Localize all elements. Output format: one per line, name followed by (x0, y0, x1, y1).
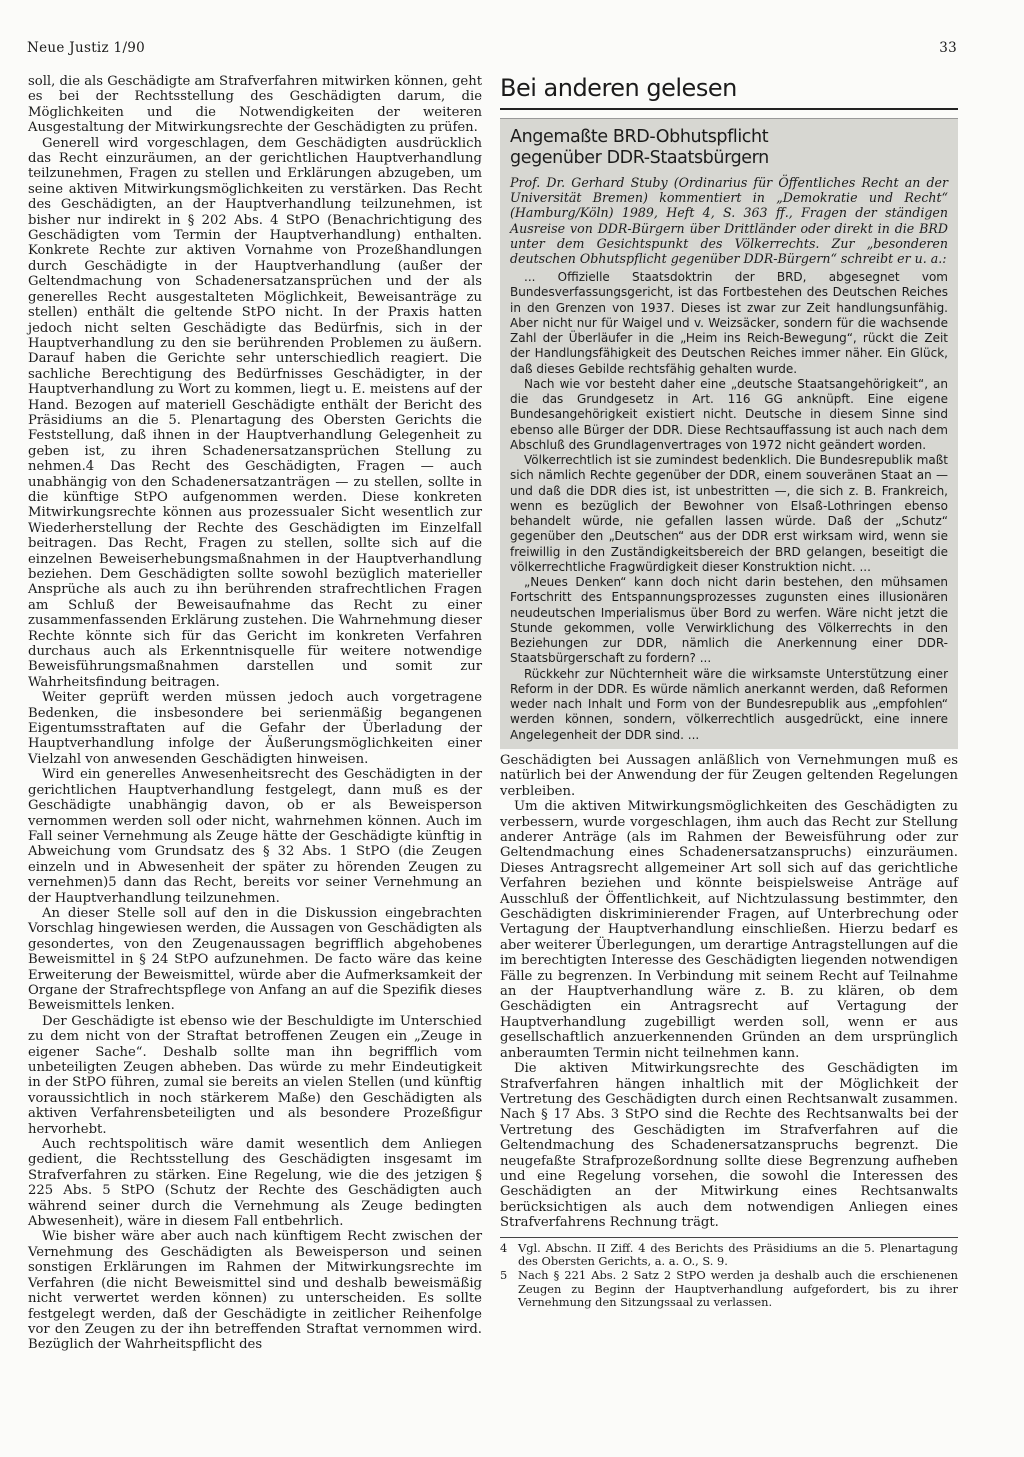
footnotes (500, 1237, 958, 1310)
journal-name: Neue Justiz 1/90 (27, 40, 146, 56)
box-title-line: Angemaßte BRD-Obhutspflicht (510, 127, 769, 147)
page-header (27, 40, 957, 62)
footnote-text: Vgl. Abschn. II Ziff. 4 des Berichts des Präsidiums an die 5. Plenartagung des Obersten Gerichts, a. a. O., S. 9. (518, 1240, 958, 1268)
box-intro: Prof. Dr. Gerhard Stuby (Ordinarius für Öffentliches Recht an der Universität Bremen) kommentiert in „Demokratie und Recht“ (Hamburg/Köln) 1989, Heft 4, S. 363 ff., Fragen der ständigen Ausreise von DDR-Bürgern über Drittländer oder direkt in die BRD unter dem Gesichtspunkt des Völkerrechts. Zur „besonderen deutschen Obhutspflicht gegenüber DDR-Bürgern“ schreibt er u. a.: (510, 175, 948, 267)
left-paragraph: Wird ein generelles Anwesenheitsrecht des Geschädigten in der gerichtlichen Hauptverhandlung festgelegt, dann muß es der Geschädigte unabhängig davon, ob er als Beweisperson vernommen werden soll oder nicht, wahrnehmen können. Auch im Fall seiner Vernehmung als Zeuge hätte der Geschädigte künftig in Abweichung vom Grundsatz des § 32 Abs. 1 StPO (die Zeugen einzeln und in Abwesenheit der später zu hörenden Zeugen zu vernehmen)5 dann das Recht, bereits vor seiner Vernehmung an der Hauptverhandlung teilzunehmen. (28, 767, 482, 906)
right-column (500, 74, 958, 1311)
left-paragraph: Weiter geprüft werden müssen jedoch auch vorgetragene Bedenken, die insbesondere bei serienmäßig begangenen Eigentumsstraftaten auf die Gefahr der Überladung der Hauptverhandlung infolge der Äußerungsmöglichkeiten einer Vielzahl von anwesenden Geschädigten hinweisen. (28, 690, 482, 767)
right-paragraph: Um die aktiven Mitwirkungsmöglichkeiten des Geschädigten zu verbessern, wurde vorgeschlagen, ihm auch das Recht zur Stellung anderer Anträge (als im Rahmen der Beweisführung oder zur Geltendmachung eines Schadenersatzanspruchs) einzuräumen. Dieses Antragsrecht allgemeiner Art soll sich auf das gerichtliche Verfahren beziehen und könnte beispielsweise Anträge auf Ausschluß der Öffentlichkeit, auf Nichtzulassung bestimmter, den Geschädigten diskriminierender Fragen, auf Unterbrechung oder Vertagung der Hauptverhandlung einschließen. Hierzu bedarf es aber weiterer Überlegungen, um derartige Antragstellungen auf die im berechtigten Interesse des Geschädigten liegenden notwendigen Fälle zu begrenzen. In Verbindung mit seinem Recht auf Teilnahme an der Hauptverhandlung wäre z. B. zu klären, ob dem Geschädigten ein Antragsrecht auf Vertagung der Hauptverhandlung zugebilligt werden soll, wenn er aus gesellschaftlich anzuerkennenden Gründen an dem ursprünglich anberaumten Termin nicht teilnehmen kann. (500, 799, 958, 1061)
quote-paragraph: Nach wie vor besteht daher eine „deutsche Staatsangehörigkeit“, an die das Grundgesetz in Art. 116 GG anknüpft. Eine eigene Bundesangehörigkeit existiert nicht. Deutsche in diesem Sinne sind ebenso alle Bürger der DDR. Diese Rechtsauffassung ist auch nach dem Abschluß des Grundlagenvertrages von 1972 nicht geändert worden. (510, 376, 948, 452)
left-paragraph: Wie bisher wäre aber auch nach künftigem Recht zwischen der Vernehmung des Geschädigten als Beweisperson und seinen sonstigen Erklärungen im Rahmen der Mitwirkungsrechte im Verfahren (die nicht Beweismittel sind und deshalb beweismäßig nicht verwertet werden können) zu unterscheiden. Es sollte festgelegt werden, daß der Geschädigte in zeitlicher Reihenfolge vor den Zeugen zu der ihn betreffenden Straftat vernommen wird. Bezüglich der Wahrheitspflicht des (28, 1229, 482, 1353)
footnote-text: Nach § 221 Abs. 2 Satz 2 StPO werden ja deshalb auch die erschienenen Zeugen zu Beginn der Hauptverhandlung aufgefordert, bis zu ihrer Vernehmung den Sitzungssaal zu verlassen. (518, 1268, 958, 1310)
right-paragraph: Geschädigten bei Aussagen anläßlich von Vernehmungen muß es natürlich bei der Anwendung der für Zeugen geltenden Regelungen verbleiben. (500, 752, 958, 799)
left-paragraph: Der Geschädigte ist ebenso wie der Beschuldigte im Unterschied zu dem nicht von der Straftat betroffenen Zeugen ein „Zeuge in eigener Sache“. Deshalb sollte man ihn begrifflich vom unbeteiligten Zeugen abheben. Das würde zu mehr Eindeutigkeit in der StPO führen, zumal sie bereits an vielen Stellen (und künftig voraussichtlich in noch stärkerem Maße) den Geschädigten als aktiven Verfahrensbeteiligten und als besondere Prozeßfigur hervorhebt. (28, 1013, 482, 1137)
box-title-line: gegenüber DDR-Staatsbürgern (510, 148, 769, 168)
left-paragraph: Generell wird vorgeschlagen, dem Geschädigten ausdrücklich das Recht einzuräumen, an der gerichtlichen Hauptverhandlung teilzunehmen, Fragen zu stellen und Erklärungen abzugeben, um seine aktiven Mitwirkungsmöglichkeiten zu verstärken. Das Recht des Geschädigten, an der Hauptverhandlung teilzunehmen, ist bisher nur indirekt in § 202 Abs. 4 StPO (Benachrichtigung des Geschädigten vom Termin der Hauptverhandlung) enthalten. Konkrete Rechte zur aktiven Vornahme von Prozeßhandlungen durch Geschädigte in der Hauptverhandlung (außer der Geltendmachung von Schadenersatzansprüchen und der als generelles Recht ausgestalteten Möglichkeit, Beweisanträge zu stellen) enthält die geltende StPO nicht. In der Praxis hatten jedoch nicht selten Geschädigte das Bedürfnis, sich in der Hauptverhandlung zu den sie berührenden Problemen zu äußern. Darauf haben die Gerichte sehr unterschiedlich reagiert. Die sachliche Berechtigung des Bedürfnisses Geschädigter, in der Hauptverhandlung zu Wort zu kommen, liegt u. E. meistens auf der Hand. Bezogen auf materiell Geschädigte enthält der Bericht des Präsidiums an die 5. Plenartagung des Obersten Gerichts die Feststellung, daß ihnen in der Hauptverhandlung Gelegenheit zu geben ist, zu ihren Schadenersatzansprüchen Stellung zu nehmen.4 Das Recht des Geschädigten, Fragen — auch unabhängig von den Schadenersatzanträgen — zu stellen, sollte in die künftige StPO aufgenommen werden. Diese konkreten Mitwirkungsrechte können aus prozessualer Sicht wesentlich zur Wiederherstellung der Rechte des Geschädigten im Einzelfall beitragen. Das Recht, Fragen zu stellen, sollte sich auf die einzelnen Beweiserhebungsmaßnahmen in der Hauptverhandlung beziehen. Dem Geschädigten sollte sowohl bezüglich materieller Ansprüche als auch zu ihn berührenden strafrechtlichen Fragen am Schluß der Beweisaufnahme das Recht zu einer zusammenfassenden Erklärung zustehen. Die Wahrnehmung dieser Rechte könnte sich für das Gericht im konkreten Verfahren durchaus auch als Erkenntnisquelle für weitere notwendige Beweisführungsmaßnahmen darstellen und somit zur Wahrheitsfindung beitragen. (28, 135, 482, 690)
footnote (500, 1269, 958, 1309)
quote-paragraph: ... Offizielle Staatsdoktrin der BRD, abgesegnet vom Bundesverfassungsgericht, ist das Fortbestehen des Deutschen Reiches in den Grenzen von 1937. Dieses ist zwar zur Zeit handlungsunfähig. Aber nicht nur für Waigel und v. Weizsäcker, sondern für die wachsende Zahl der Überläufer in die „Heim ins Reich-Bewegung“, rückt die Zeit der Handlungsfähigkeit des Deutschen Reiches immer näher. Ein Glück, daß dieses Gebilde rechtsfähig gehalten wurde. (510, 270, 948, 376)
box-title (510, 127, 948, 169)
left-paragraph: Auch rechtspolitisch wäre damit wesentlich dem Anliegen gedient, die Rechtsstellung des Geschädigten insgesamt im Strafverfahren zu stärken. Eine Regelung, wie die des jetzigen § 225 Abs. 5 StPO (Schutz der Rechte des Geschädigten auch während seiner durch die Vernehmung als Zeuge bedingten Abwesenheit), wäre in diesem Fall entbehrlich. (28, 1137, 482, 1230)
quote-paragraph: Rückkehr zur Nüchternheit wäre die wirksamste Unterstützung einer Reform in der DDR. Es würde nämlich anerkannt werden, daß Reformen weder nach Inhalt und Form von der Bundesrepublik aus „empfohlen“ werden können, sondern, völkerrechtlich ausgedrückt, eine innere Angelegenheit der DDR sind. ... (510, 666, 948, 742)
left-column (28, 74, 482, 1353)
left-paragraph: An dieser Stelle soll auf den in die Diskussion eingebrachten Vorschlag hingewiesen werden, die Aussagen von Geschädigten als gesondertes, von den Zeugenaussagen begrifflich abgehobenes Beweismittel in § 24 StPO aufzunehmen. De facto wäre das keine Erweiterung der Beweismittel, würde aber die Aufmerksamkeit der Organe der Strafrechtspflege von Anfang an auf die Spezifik dieses Beweismittels lenken. (28, 905, 482, 1014)
footnote-number: 5 (500, 1268, 508, 1283)
quote-paragraph: „Neues Denken“ kann doch nicht darin bestehen, den mühsamen Fortschritt des Entspannungsprozesses zugunsten eines illusionären neudeutschen Imperialismus über Bord zu werfen. Wäre nicht jetzt die Stunde gekommen, volle Verwirklichung des Völkerrechts in den Beziehungen zur DDR, nämlich die Anerkennung einer DDR-Staatsbürgerschaft zu fordern? ... (510, 575, 948, 666)
left-paragraph: soll, die als Geschädigte am Strafverfahren mitwirken können, geht es bei der Rechtsstellung des Geschädigten darum, die Möglichkeiten und die Notwendigkeiten der weiteren Ausgestaltung der Mitwirkungsrechte der Geschädigten zu prüfen. (28, 74, 482, 136)
right-body-text (500, 753, 958, 1231)
quote-paragraph: Völkerrechtlich ist sie zumindest bedenklich. Die Bundesrepublik maßt sich nämlich Rechte gegenüber der DDR, einem souveränen Staat an — und daß die DDR dies ist, ist unbestritten —, die sich z. B. Frankreich, wenn es bezüglich der Bewohner von Elsaß-Lothringen ebenso behandelt würde, nie gefallen lassen würde. Daß der „Schutz“ gegenüber den „Deutschen“ aus der DDR erst wirksam wird, wenn sie freiwillig in den Zuständigkeitsbereich der BRD gelangen, beseitigt die völkerrechtliche Fragwürdigkeit dieser Konstruktion nicht. ... (510, 453, 948, 574)
section-title: Bei anderen gelesen (500, 74, 958, 110)
box-body (510, 270, 948, 743)
quoted-article-box (500, 118, 958, 749)
page-number: 33 (939, 40, 957, 56)
footnote-number: 4 (500, 1240, 508, 1255)
right-paragraph: Die aktiven Mitwirkungsrechte des Geschädigten im Strafverfahren hängen inhaltlich mit der Möglichkeit der Vertretung des Geschädigten durch einen Rechtsanwalt zusammen. Nach § 17 Abs. 3 StPO sind die Rechte des Rechtsanwalts bei der Vertretung des Geschädigten im Strafverfahren auf die Geltendmachung des Schadenersatzanspruchs begrenzt. Die neugefaßte Strafprozeßordnung sollte diese Begrenzung aufheben und eine Regelung vorsehen, die sowohl die Interessen des Geschädigten an der Mitwirkung eines Rechtsanwalts berücksichtigen als auch dem notwendigen Anliegen eines Strafverfahrens Rechnung trägt. (500, 1061, 958, 1231)
footnote (500, 1242, 958, 1269)
